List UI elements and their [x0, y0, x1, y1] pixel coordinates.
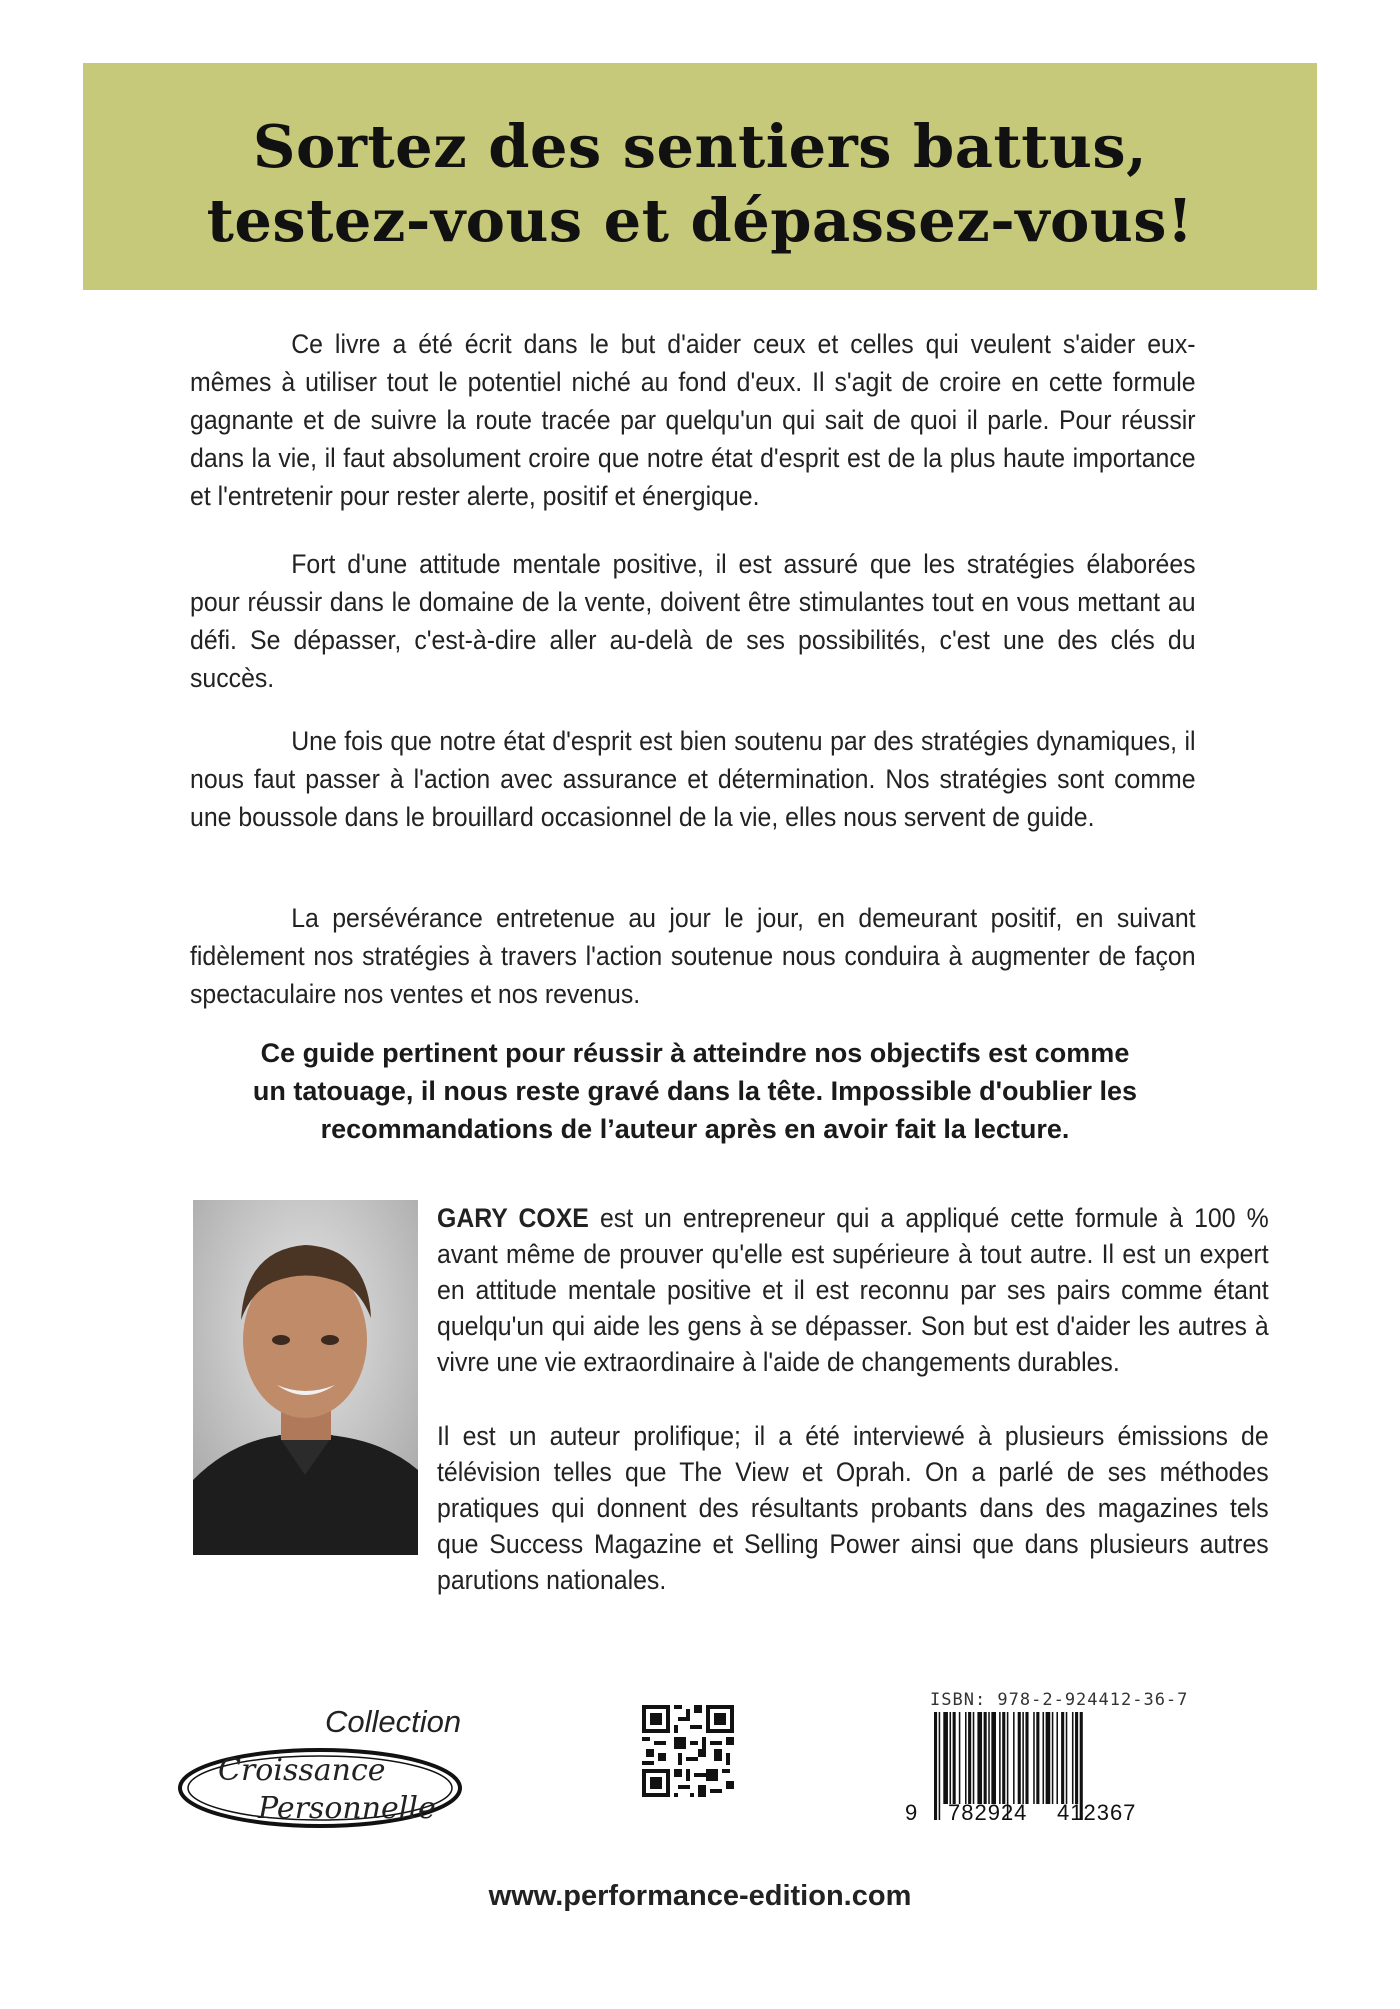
barcode-bar [988, 1712, 990, 1804]
barcode-bar [999, 1712, 1001, 1804]
barcode-bar [968, 1712, 971, 1804]
collection-label: Collection [325, 1704, 462, 1739]
highlight-quote [190, 1034, 1200, 1148]
barcode-bar [1002, 1712, 1005, 1804]
author-bio-1-text: est un entrepreneur qui a appliqué cette formule à 100 % avant même de prouver qu'elle est supérieure à tout autre. Il est un expert en attitude mentale positive et il est reconnu par ses pairs comme étant quelqu'un qui aide les gens à se dépasser. Son but est d'aider les autres à vivre une vie extraordinaire à l'aide de changements durables. [437, 1203, 1269, 1377]
barcode-bar [1072, 1712, 1074, 1804]
paragraph-4: La persévérance entretenue au jour le jour, en demeurant positif, en suivant fidèlement nos stratégies à travers l'action soutenue nous conduira à augmenter de façon spectaculaire nos ventes et nos revenus. [190, 903, 1196, 1009]
collection-logo [170, 1700, 480, 1840]
barcode-bar [973, 1712, 975, 1804]
barcode-bar [1036, 1712, 1039, 1804]
headline [83, 110, 1317, 258]
qr-code [642, 1705, 734, 1797]
barcode-bar [953, 1712, 956, 1804]
collection-word-1: Croissance [218, 1753, 386, 1788]
barcode-bar [1075, 1712, 1078, 1804]
barcode-bar [1018, 1712, 1021, 1804]
barcode-bar [1046, 1712, 1051, 1804]
quote-line-2: un tatouage, il nous reste gravé dans la tête. Impossible d'oublier les [252, 1076, 1138, 1106]
barcode-bar [1025, 1712, 1028, 1804]
barcode-bar [1013, 1712, 1015, 1804]
title-banner [83, 63, 1317, 290]
barcode-bar [950, 1712, 952, 1804]
barcode-bar [984, 1712, 987, 1804]
headline-line-1: Sortez des sentiers battus, [252, 112, 1148, 181]
barcode-digits-right: 412367 [1057, 1800, 1137, 1825]
barcode-bar [934, 1712, 937, 1820]
barcode-bar [977, 1712, 982, 1804]
headline-line-2: testez-vous et dépassez-vous! [206, 186, 1194, 255]
quote-line-3: recommandations de l’auteur après en avoir fait la lecture. [320, 1114, 1070, 1144]
barcode-bar [1066, 1712, 1068, 1804]
barcode-bar [939, 1712, 941, 1820]
barcode-bar [1022, 1712, 1024, 1804]
qr-code-icon [642, 1705, 734, 1797]
barcode-bar [959, 1712, 961, 1804]
barcode-bar [1052, 1712, 1054, 1804]
isbn-label: ISBN: 978-2-924412-36-7 [930, 1690, 1189, 1710]
quote-line-1: Ce guide pertinent pour réussir à atteindre nos objectifs est comme [260, 1038, 1130, 1068]
paragraph-1: Ce livre a été écrit dans le but d'aider ceux et celles qui veulent s'aider eux-mêmes à utiliser tout le potentiel niché au fond d'eux. Il s'agit de croire en cette formule gagnante et de suivre la route tracée par quelqu'un qui sait de quoi il parle. Pour réussir dans la vie, il faut absolument croire que notre état d'esprit est de la plus haute importance et l'entretenir pour rester alerte, positif et énergique. [190, 329, 1196, 511]
author-bio-2: Il est un auteur prolifique; il a été interviewé à plusieurs émissions de télévision telles que The View et Oprah. On a parlé de ses méthodes pratiques qui donnent des résultants probants dans des magazines tels que Success Magazine et Selling Power ainsi que dans plusieurs autres parutions nationales. [437, 1421, 1269, 1595]
barcode-bar [1061, 1712, 1064, 1804]
collection-word-2: Personnelle [258, 1791, 436, 1826]
author-bio-1 [437, 1200, 1269, 1380]
barcode-bar [1043, 1712, 1045, 1804]
author-portrait-illustration [193, 1200, 418, 1555]
barcode-bar [1056, 1712, 1058, 1804]
barcode-digit-left: 9 [905, 1800, 918, 1825]
barcode-bar [991, 1712, 996, 1804]
barcode-bar [943, 1712, 948, 1804]
barcode-bar [965, 1712, 967, 1804]
collection-logo-graphic [170, 1700, 480, 1840]
paragraph-3: Une fois que notre état d'esprit est bien soutenu par des stratégies dynamiques, il nous faut passer à l'action avec assurance et détermination. Nos stratégies sont comme une boussole dans le brouillard occasionnel de la vie, elles nous servent de guide. [190, 726, 1196, 832]
author-photo [193, 1200, 418, 1555]
website-url: www.performance-edition.com [488, 1880, 912, 1912]
barcode-bar [1033, 1712, 1035, 1804]
barcode-digits-mid: 782924 [948, 1800, 1028, 1825]
author-name: GARY COXE [437, 1203, 589, 1233]
paragraph-2: Fort d'une attitude mentale positive, il est assuré que les stratégies élaborées pour réussir dans le domaine de la vente, doivent être stimulantes tout en vous mettant au défi. Se dépasser, c'est-à-dire aller au-delà de ses possibilités, c'est une des clés du succès. [190, 549, 1196, 693]
